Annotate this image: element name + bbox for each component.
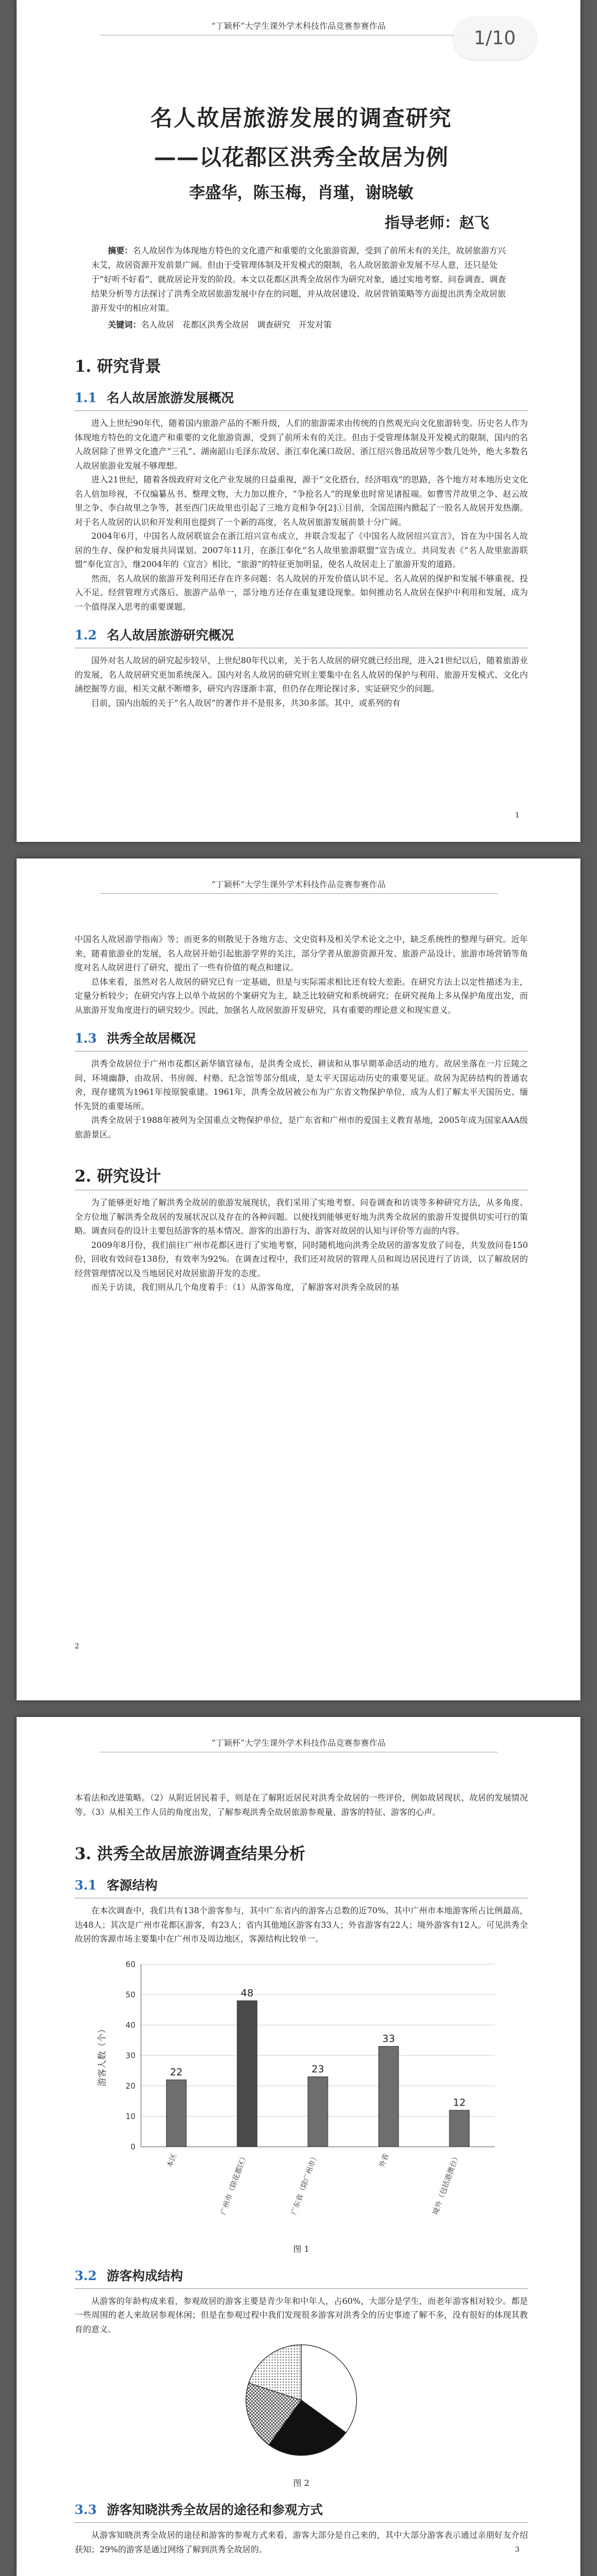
y-tick-label: 0 bbox=[130, 2142, 135, 2152]
page-header: “丁颖杯”大学生课外学术科技作品竞赛参赛作品 bbox=[211, 21, 386, 31]
keywords-label: 关键词： bbox=[108, 320, 142, 330]
paragraph: 总体来看，虽然对名人故居的研究已有一定基础，但是与实际需求相比还有较大差距。在研究方法上以定性描述为主，定量分析较少；在研究内容上以单个故居的个案研究为主，缺乏比较研究和系统研究；在研究视角上多从保护角度出发，而从旅游开发角度进行的研究较少。因此，加强名人故居旅游开发研究，具有重要的理论意义和现实意义。 bbox=[75, 976, 528, 1015]
document-page-1 bbox=[17, 0, 580, 842]
subsection-rule bbox=[75, 2288, 528, 2289]
subsection-heading bbox=[75, 1028, 528, 1047]
abstract-text: 名人故居作为体现地方特色的文化遗产和重要的文化旅游资源，受到了前所未有的关注，故居旅游方兴未艾，故居资源开发前景广阔。但由于受管理体制及开发模式的限制，名人故居旅游业发展不尽人意，还只是处于“好听不好看”、就故居论开发的阶段。本文以花都区洪秀全故居作为研究对象，通过实地考察、问卷调查、调查结果分析等方法探讨了洪秀全故居旅游发展中存在的问题，并从故居建设、故居营销策略等方面提出洪秀全故居旅游开发中的相应对策。 bbox=[91, 246, 506, 313]
paragraph: 进入上世纪90年代，随着国内旅游产品的不断升级，人们的旅游需求由传统的自然观光向文化旅游转变。历史名人作为体现地方特色的文化遗产和重要的文化旅游资源，受到了前所未有的关注。但由于受管理体制及开发模式的限制，国内的名人故居除了世界文化遗产“三孔”、湖南韶山毛泽东故居、浙江奉化溪口故居、浙江绍兴鲁迅故居等少数几处外，绝大多数名人故居旅游业发展不够理想。 bbox=[75, 418, 528, 471]
paragraph: 然而，名人故居的旅游开发利用还存在许多问题：名人故居的开发价值认识不足、名人故居的保护和发展不够重视、投入不足、经营管理方式落后、旅游产品单一，部分地方还存在重复建设现象。如何推动名人故居在保护中利用和发展，成为一个值得深入思考的重要课题。 bbox=[75, 573, 528, 612]
subsection-number: 3.3 bbox=[75, 2502, 97, 2517]
y-tick-label: 30 bbox=[125, 2051, 135, 2060]
x-tick-label: 境外（包括港澳台） bbox=[431, 2152, 462, 2216]
paragraph: 进入21世纪，随着各级政府对文化产业发展的日益重视，源于“文化搭台，经济唱戏”的思路，各个地方对本地历史文化名人倍加珍视，不仅编纂丛书、整理文物，大力加以推介，“争抢名人”的现象也时常见诸报端。如曹雪芹故里之争、赵云故里之争、李白故里之争等，甚至西门庆故里也引起了三地方竞相争夺[2]①目前，全国范围内掀起了一股名人故居开发热潮。对于名人故居的认识和开发利用也提到了一个新的高度，名人故居旅游发展前景十分广阔。 bbox=[75, 475, 528, 527]
y-tick-label: 60 bbox=[125, 1960, 135, 1969]
subsection-rule bbox=[75, 410, 528, 411]
subsection-title: 名人故居旅游研究概况 bbox=[107, 628, 234, 643]
bar bbox=[166, 2080, 186, 2147]
bar bbox=[449, 2110, 469, 2147]
paragraph: 从游客的年龄构成来看，参观故居的游客主要是青少年和中年人，占60%，大部分是学生，而老年游客相对较少。都是一些周围的老人来故居参观休闲；但是在参观过程中我们发现很多游客对洪秀全的历史事迹了解不多，没有很好的体现其教育的意义。 bbox=[75, 2296, 528, 2334]
data-label: 48 bbox=[240, 1987, 254, 1999]
subsection-heading bbox=[75, 2266, 528, 2284]
bar bbox=[237, 2001, 257, 2147]
y-tick-label: 20 bbox=[125, 2081, 135, 2091]
page-number: 2 bbox=[75, 1642, 80, 1651]
paper-subtitle: ——以花都区洪秀全故居为例 bbox=[154, 144, 449, 170]
pie-chart bbox=[75, 2336, 528, 2475]
data-label: 33 bbox=[382, 2033, 395, 2044]
paper-title: 名人故居旅游发展的调查研究 bbox=[150, 105, 452, 131]
x-tick-label: 广州市（除花都区） bbox=[219, 2152, 249, 2216]
paragraph: 2004年6月，中国名人故居联谊会在浙江绍兴宣布成立，并联合发起了《中国名人故居绍兴宣言》，旨在为中国名人故居的生存、保护和发展共同谋划。2007年11月，在浙江奉化“名人故里旅游联盟”宣告成立。共同发表《“名人故里旅游联盟”奉化宣言》，继2004年的《宣言》相比，“旅游”的特征更加明显，使名人故居走上了旅游开发的道路。 bbox=[75, 531, 528, 569]
section-heading: 1. 研究背景 bbox=[75, 357, 161, 376]
y-axis-label: 游客人数（个） bbox=[97, 2024, 107, 2086]
document-page-3 bbox=[17, 1717, 580, 2576]
page-counter[interactable]: 1/10 bbox=[453, 17, 536, 60]
subsection-heading bbox=[75, 388, 528, 406]
subsection-heading bbox=[75, 625, 528, 643]
paragraph: 国外对名人故居的研究起步较早，上世纪80年代以来，关于名人故居的研究就已经出现，进入21世纪以后，随着旅游业的发展，名人故居研究更加系统深入。国内对名人故居的研究则主要集中在名人故居的保护与利用、旅游开发模式、文化内涵挖掘等方面，相关文献不断增多，研究内容逐渐丰富，但仍存在理论探讨多、实证研究少的问题。 bbox=[75, 655, 528, 694]
page-header: “丁颖杯”大学生课外学术科技作品竞赛参赛作品 bbox=[211, 1738, 386, 1748]
paragraph: 洪秀全故居位于广州市花都区新华镇官禄布，是洪秀全成长、耕读和从事早期革命活动的地方。故居坐落在一片丘陵之间，环境幽静，由故居、书房阁、村塾、纪念馆等部分组成，是太平天国运动历史的重要见证。故居为泥砖结构的普通农舍，现存建筑为1961年按原貌重建。1961年，洪秀全故居被公布为广东省文物保护单位，成为人们了解太平天国历史、缅怀先贤的重要场所。 bbox=[75, 1059, 528, 1111]
page-number: 1 bbox=[515, 811, 520, 820]
paragraph: 中国名人故居游学指南》等；而更多的则散见于各地方志、文史资料及相关学术论文之中，缺乏系统性的整理与研究。近年来，随着旅游业的发展，名人故居开始引起旅游学界的关注，部分学者从旅游资源开发、旅游产品设计、旅游市场营销等角度对名人故居进行了研究，提出了一些有价值的观点和建议。 bbox=[75, 934, 528, 972]
page-header: “丁颖杯”大学生课外学术科技作品竞赛参赛作品 bbox=[211, 880, 386, 889]
bar bbox=[308, 2077, 328, 2147]
paragraph: 目前，国内出版的关于“名人故居”的著作并不是很多，共30多部。其中，或系列的有 bbox=[91, 698, 401, 708]
paragraph: 从游客知晓洪秀全故居的途径和游客的参观方式来看，游客大部分是自己来的，其中大部分游客表示通过亲朋好友介绍获知；29%的游客是通过网络了解到洪秀全故居的。 bbox=[75, 2530, 528, 2554]
subsection-heading bbox=[75, 2500, 528, 2518]
subsection-number: 1.3 bbox=[75, 1031, 97, 1046]
bar bbox=[379, 2046, 399, 2147]
paper-advisor: 指导老师：赵飞 bbox=[385, 215, 489, 232]
page-number: 3 bbox=[515, 2546, 520, 2554]
document-page-2 bbox=[17, 858, 580, 1700]
subsection-number: 3.1 bbox=[75, 1878, 97, 1893]
subsection-heading bbox=[75, 1875, 528, 1893]
pie-chart-container bbox=[75, 2336, 528, 2475]
figure-caption: 图 2 bbox=[293, 2478, 310, 2488]
x-tick-label: 本区 bbox=[165, 2152, 179, 2169]
paragraph: 而关于访谈，我们则从几个角度着手：（1）从游客角度，了解游客对洪秀全故居的基 bbox=[91, 1282, 400, 1292]
bar-chart-container bbox=[75, 1953, 528, 2241]
paragraph: 本看法和改进策略。（2）从附近居民着手，则是在了解附近居民对洪秀全故居的一些评价，例如故居现状、故居的发展情况等。（3）从相关工作人员的角度出发，了解参观洪秀全故居旅游参观量、游客的特征、游客的心声。 bbox=[75, 1793, 528, 1817]
paragraph: 为了能够更好地了解洪秀全故居的旅游发展现状，我们采用了实地考察、问卷调查和访谈等多种研究方法，从多角度、全方位地了解洪秀全故居的发展状况以及存在的各种问题。以便找到能够更好地为洪秀全故居的旅游开发提供切实可行的策略。调查问卷的设计主要包括游客的基本情况、游客的出游行为、游客对故居的认知与评价等方面的内容。 bbox=[75, 1198, 528, 1236]
keywords-text: 名人故居 花都区洪秀全故居 调查研究 开发对策 bbox=[141, 320, 332, 330]
subsection-title: 游客构成结构 bbox=[107, 2268, 184, 2283]
section-heading: 2. 研究设计 bbox=[75, 1167, 161, 1185]
y-tick-label: 50 bbox=[125, 1990, 135, 2000]
x-tick-label: 外省 bbox=[378, 2152, 391, 2169]
keywords bbox=[91, 318, 511, 332]
subsection-title: 游客知晓洪秀全故居的途径和参观方式 bbox=[107, 2502, 323, 2517]
subsection-number: 3.2 bbox=[75, 2268, 97, 2283]
abstract-label: 摘要： bbox=[108, 246, 133, 256]
subsection-title: 客源结构 bbox=[107, 1878, 158, 1893]
subsection-title: 名人故居旅游发展概况 bbox=[107, 391, 234, 405]
abstract bbox=[91, 243, 511, 315]
paper-authors: 李盛华，陈玉梅，肖瑾，谢晓敏 bbox=[188, 183, 413, 202]
figure-caption: 图 1 bbox=[293, 2244, 310, 2254]
data-label: 12 bbox=[453, 2096, 466, 2109]
subsection-number: 1.1 bbox=[75, 391, 97, 405]
subsection-rule bbox=[75, 2522, 528, 2523]
subsection-title: 洪秀全故居概况 bbox=[107, 1031, 196, 1046]
paragraph: 2009年8月份，我们前往广州市花都区进行了实地考察，同时随机地向洪秀全故居的游客发放了问卷，共发放问卷150份，回收有效问卷138份，有效率为92%。在调查过程中，我们还对故居的管理人员和周边居民进行了访谈，以了解故居的经营管理情况以及当地居民对故居旅游开发的态度。 bbox=[75, 1240, 528, 1278]
paragraph: 在本次调查中，我们共有138个游客参与，其中广东省内的游客占总数的近70%。其中广州市本地游客所占比例最高，达48人；其次是广州市花都区游客，有23人；省内其他地区游客有33人；外省游客有22人；境外游客有12人。可见洪秀全故居的客源市场主要集中在广州市及周边地区，客源结构比较单一。 bbox=[75, 1906, 528, 1944]
y-tick-label: 10 bbox=[125, 2112, 135, 2121]
paragraph: 洪秀全故居于1988年被列为全国重点文物保护单位，是广东省和广州市的爱国主义教育基地，2005年成为国家AAA级旅游景区。 bbox=[75, 1115, 528, 1139]
subsection-rule bbox=[75, 1051, 528, 1052]
section-heading: 3. 洪秀全故居旅游调查结果分析 bbox=[75, 1844, 306, 1863]
data-label: 22 bbox=[170, 2066, 183, 2078]
x-tick-label: 广东省（除广州市） bbox=[290, 2152, 320, 2216]
subsection-number: 1.2 bbox=[75, 628, 97, 643]
y-tick-label: 40 bbox=[125, 2021, 135, 2030]
bar-chart bbox=[75, 1953, 528, 2235]
data-label: 23 bbox=[311, 2063, 324, 2075]
